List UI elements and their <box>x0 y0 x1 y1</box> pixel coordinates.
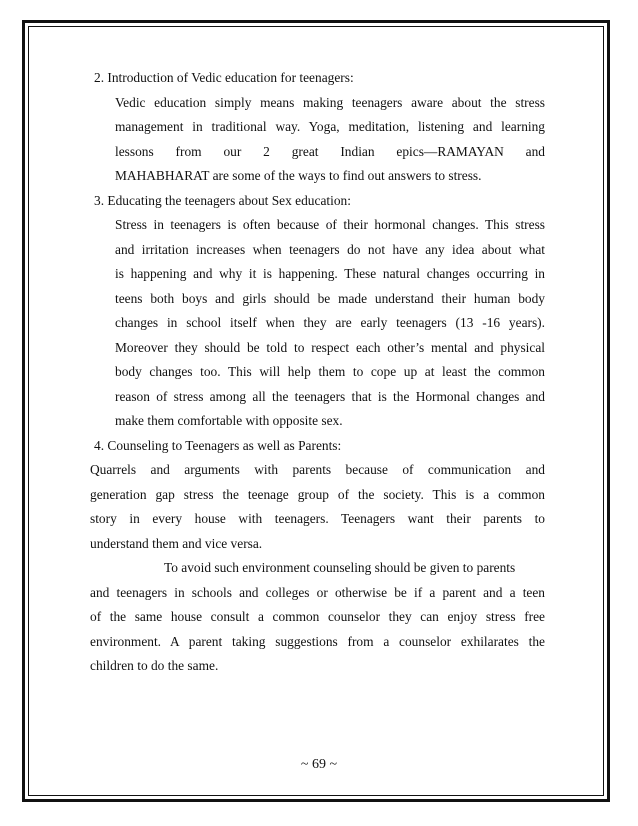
section-heading-counseling: 4. Counseling to Teenagers as well as Parents: <box>94 437 342 453</box>
paragraph-line: children to do the same. <box>90 658 219 673</box>
paragraph-line: story in every house with teenagers. Teenagers want their parents to <box>90 511 545 526</box>
paragraph-line: Quarrels and arguments with parents because of communication and <box>90 462 545 477</box>
section-heading-sex-education: 3. Educating the teenagers about Sex education: <box>94 192 351 208</box>
paragraph-line: Moreover they should be told to respect each other’s mental and physical <box>115 339 545 355</box>
paragraph-line: is happening and why it is happening. These natural changes occurring in <box>115 266 545 281</box>
paragraph-line: lessons from our 2 great Indian epics—RAMAYAN and <box>115 143 545 159</box>
paragraph-line: make them comfortable with opposite sex. <box>115 413 343 428</box>
page-body <box>90 66 545 679</box>
paragraph-line: of the same house consult a common counselor they can enjoy stress free <box>90 609 545 624</box>
paragraph-line: and teenagers in schools and colleges or otherwise be if a parent and a teen <box>90 584 545 600</box>
paragraph-line: reason of stress among all the teenagers that is the Hormonal changes and <box>115 388 545 404</box>
section-heading-vedic-education: 2. Introduction of Vedic education for teenagers: <box>94 70 354 85</box>
paragraph-line: Vedic education simply means making teenagers aware about the stress <box>115 94 545 110</box>
page-number: ~ 69 ~ <box>300 757 338 772</box>
paragraph-line-indented: To avoid such environment counseling should be given to parents <box>164 560 516 575</box>
paragraph-line: teens both boys and girls should be made understand their human body <box>115 290 545 306</box>
paragraph-line: generation gap stress the teenage group of the society. This is a common <box>90 486 545 502</box>
paragraph-line: management in traditional way. Yoga, meditation, listening and learning <box>115 119 545 134</box>
paragraph-line: changes in school itself when they are early teenagers (13 -16 years). <box>115 315 545 330</box>
paragraph-line: environment. A parent taking suggestions from a counselor exhilarates the <box>90 633 545 649</box>
paragraph-line: Stress in teenagers is often because of their hormonal changes. This stress <box>115 217 545 232</box>
paragraph-line: MAHABHARAT are some of the ways to find out answers to stress. <box>115 168 482 183</box>
paragraph-line: understand them and vice versa. <box>90 535 263 551</box>
paragraph-line: body changes too. This will help them to cope up at least the common <box>115 364 545 379</box>
paragraph-line: and irritation increases when teenagers do not have any idea about what <box>115 241 545 257</box>
